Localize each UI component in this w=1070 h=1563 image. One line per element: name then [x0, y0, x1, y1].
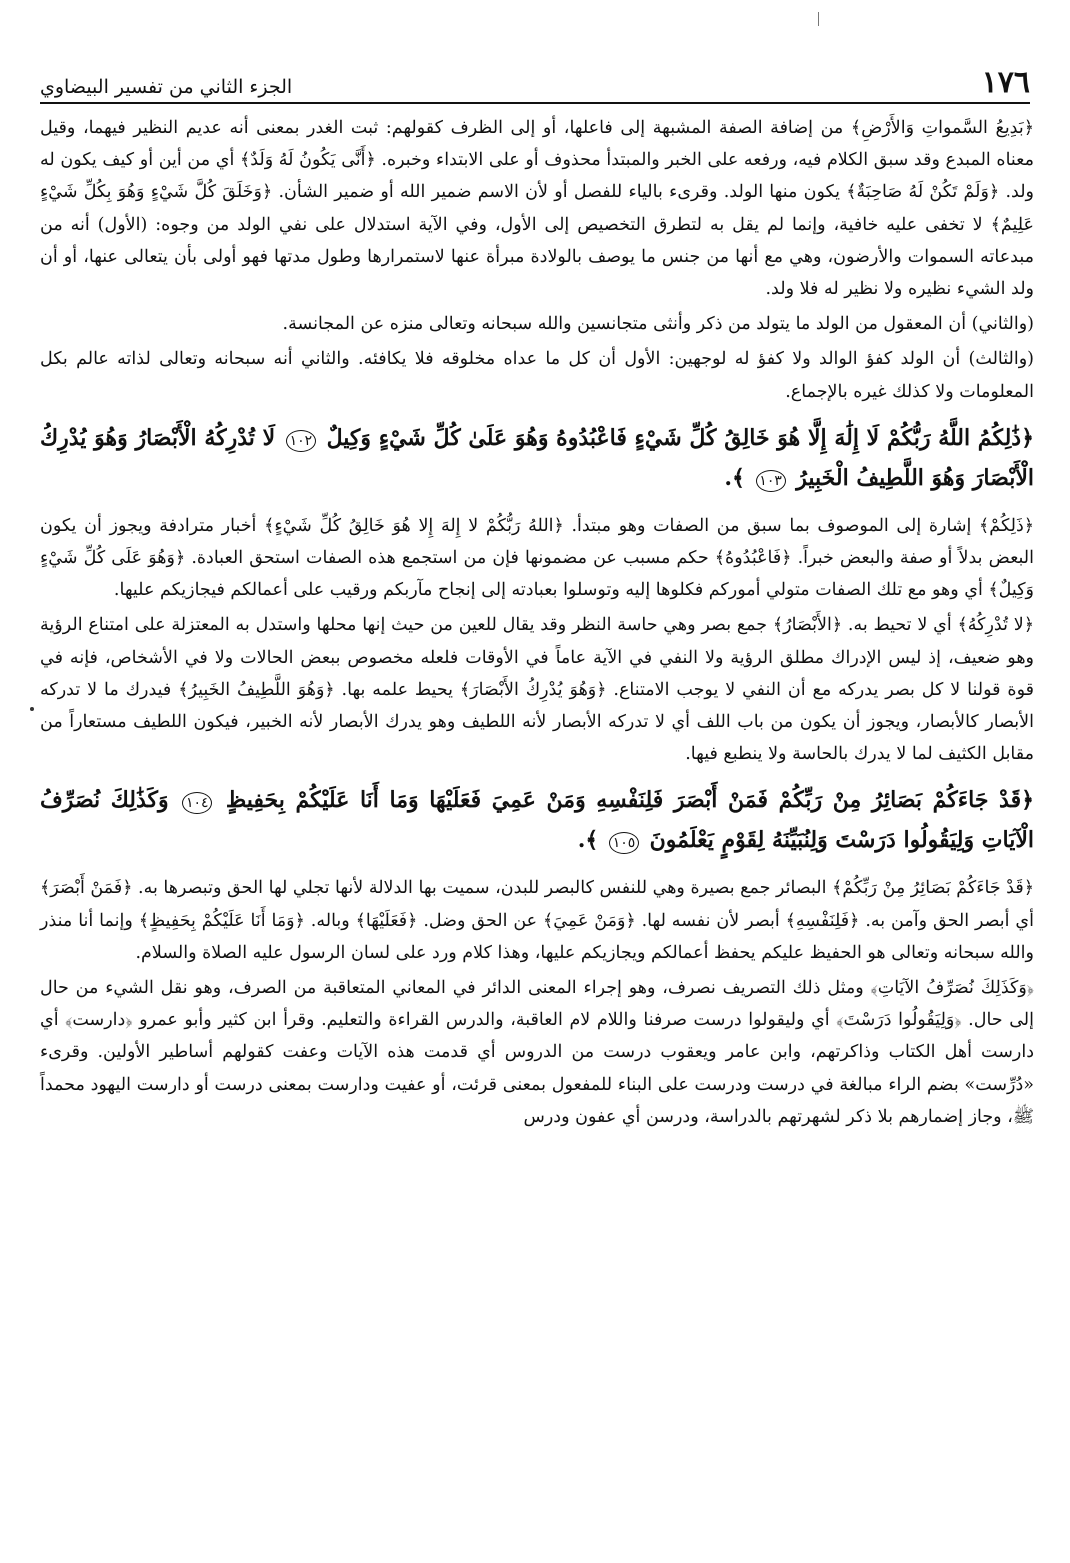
commentary-paragraph: (والثالث) أن الولد كفؤ الوالد ولا كفؤ له لوجهين: الأول أن كل ما عداه مخلوقه فلا يكافئه. والثاني أنه سبحانه وتعالى لذاته عالم بكل المعلومات ولا كذلك غيره بالإجماع. — [40, 349, 1034, 402]
quran-verse-block — [40, 416, 1034, 500]
ayah-number-marker: ١٠٤ — [182, 792, 212, 814]
margin-dot — [30, 707, 34, 711]
commentary-paragraph: ﴿لا تُدْرِكُهُ﴾ أي لا تحيط به. ﴿الأَبْصَارُ﴾ جمع بصر وهي حاسة النظر وقد يقال للعين من حيث إنها محلها واستدل به المعتزلة على امتناع الرؤية وهو ضعيف، إذ ليس الإدراك مطلق الرؤية ولا النفي في الآية عاماً في الأوقات فلعله مخصوص ببعض الحالات ولا في الأشخاص، فإنه في قوة قولنا لا كل بصر يدركه مع أن النفي لا يوجب الامتناع. ﴿وَهُوَ يُدْرِكُ الأَبْصَارَ﴾ يحيط علمه بها. ﴿وَهُوَ اللَّطِيفُ الخَبِيرُ﴾ فيدرك ما لا تدركه الأبصار كالأبصار، ويجوز أن يكون من باب اللف أي لا تدركه الأبصار لأنه اللطيف وهو يدرك الأبصار لأنه الخبير، فيكون اللطيف مستعاراً من مقابل الكثيف لما لا يدرك بالحاسة ولا ينطبع فيها. — [40, 615, 1034, 765]
verse-text: ﴿ذَٰلِكُمُ اللَّهُ رَبُّكُمْ لَا إِلَٰهَ إِلَّا هُوَ خَالِقُ كُلِّ شَيْءٍ فَاعْبُدُوهُ وَهُوَ عَلَىٰ كُلِّ شَيْءٍ وَكِيلٌ — [326, 424, 1034, 451]
commentary-paragraph: ﴿بَدِيعُ السَّمواتِ وَالأَرْضِ﴾ من إضافة الصفة المشبهة إلى فاعلها، أو إلى الظرف كقولهم: ثبت الغدر بمعنى أنه عديم النظير فيهما، وقيل معناه المبدع وقد سبق الكلام فيه، ورفعه على الخبر والمبتدأ محذوف أو على الابتداء وخبره. ﴿أَنَّى يَكُونُ لَهُ وَلَدٌ﴾ أي من أين أو كيف يكون له ولد. ﴿وَلَمْ تَكُنْ لَهُ صَاحِبَةٌ﴾ يكون منها الولد. وقرىء بالياء للفصل أو لأن الاسم ضمير الله أو ضمير الشأن. ﴿وَخَلَقَ كُلَّ شَيْءٍ وَهُوَ بِكُلِّ شَيْءٍ عَلِيمٌ﴾ لا تخفى عليه خافية، وإنما لم يقل به لتطرق التخصيص إلى الأول، وفي الآية استدلال على نفي الولد من وجوه: (الأول) أنه من مبدعاته السموات والأرضون، وهي مع أنها من جنس ما يوصف بالولادة مبرأة عنها لاستمرارها وطول مدتها فهو أولى بأن يتعالى عنها، أو أن ولد الشيء نظيره ولا نظير له فلا ولد. — [40, 118, 1034, 300]
commentary-paragraph: ﴿ذَلِكُمْ﴾ إشارة إلى الموصوف بما سبق من الصفات وهو مبتدأ. ﴿اللهُ رَبُّكُمْ لا إِلهَ إِلا هُوَ خَالِقُ كُلِّ شَيْءٍ﴾ أخبار مترادفة ويجوز أن يكون البعض بدلاً أو صفة والبعض خبراً. ﴿فَاعْبُدُوهُ﴾ حكم مسبب عن مضمونها فإن من استجمع هذه الصفات استحق العبادة. ﴿وَهُوَ عَلَى كُلِّ شَيْءٍ وَكِيلٌ﴾ أي وهو مع تلك الصفات متولي أموركم فكلوها إليه وتوسلوا بعبادته إلى إنجاح مآربكم ورقيب على أعمالكم فيجازيكم عليها. — [40, 515, 1034, 601]
verse-text: لَا تُدْرِكُهُ الْأَبْصَارُ وَهُوَ يُدْرِكُ الْأَبْصَارَ وَهُوَ اللَّطِيفُ الْخَبِيرُ — [40, 424, 1034, 491]
verse-close: ﴾. — [724, 464, 745, 491]
ayah-number-marker: ١٠٢ — [286, 430, 316, 452]
commentary-paragraph: ﴿قَدْ جَاءَكُمْ بَصَائِرُ مِنْ رَبِّكُمْ﴾ البصائر جمع بصيرة وهي للنفس كالبصر للبدن، سميت بها الدلالة لأنها تجلي لها الحق وتبصرها به. ﴿فَمَنْ أَبْصَرَ﴾ أي أبصر الحق وآمن به. ﴿فَلِنَفْسِهِ﴾ أبصر لأن نفسه لها. ﴿وَمَنْ عَمِيَ﴾ عن الحق وضل. ﴿فَعَلَيْهَا﴾ وباله. ﴿وَمَا أَنَا عَلَيْكُمْ بِحَفِيظٍ﴾ وإنما أنا منذر والله سبحانه وتعالى هو الحفيظ عليكم يحفظ أعمالكم ويجازيكم عليها، وهذا كلام ورد على لسان الرسول عليه الصلاة والسلام. — [40, 878, 1034, 963]
verse-close: ﴾. — [577, 827, 599, 854]
quran-verse-block — [40, 778, 1034, 862]
page-number: ١٧٦ — [981, 65, 1030, 100]
verse-text: ﴿قَدْ جَاءَكُمْ بَصَائِرُ مِنْ رَبِّكُمْ فَمَنْ أَبْصَرَ فَلِنَفْسِهِ وَمَنْ عَمِيَ فَعَلَيْهَا وَمَا أَنَا عَلَيْكُمْ بِحَفِيظٍ — [225, 787, 1034, 814]
page-header — [40, 58, 1030, 104]
verse-text: وَكَذَٰلِكَ نُصَرِّفُ الْآيَاتِ وَلِيَقُولُوا دَرَسْتَ وَلِنُبَيِّنَهُ لِقَوْمٍ يَعْلَمُونَ — [40, 787, 1034, 854]
commentary-body — [40, 112, 1034, 1136]
running-title: الجزء الثاني من تفسير البيضاوي — [40, 76, 293, 98]
ayah-number-marker: ١٠٣ — [756, 470, 786, 492]
commentary-paragraph: ﴿وَكَذَلِكَ نُصَرِّفُ الآيَاتِ﴾ ومثل ذلك التصريف نصرف، وهو إجراء المعنى الدائر في المعاني المتعاقبة من الصرف، وهو نقل الشيء من حال إلى حال. ﴿وَلِيَقُولُوا دَرَسْتَ﴾ أي وليقولوا درست صرفنا واللام لام العاقبة، والدرس القراءة والتعليم. وقرأ ابن كثير وأبو عمرو ﴿دارست﴾ أي دارست أهل الكتاب وذاكرتهم، وابن عامر ويعقوب درست من الدروس أي قدمت هذه الآيات وعفت كقولهم أساطير الأولين. وقرىء «دُرِّست» بضم الراء مبالغة في درست ودرست على البناء للمفعول بمعنى قرئت، أو عفيت ودارست بمعنى درست أو دارست اليهود محمداً ﷺ، وجاز إضمارهم بلا ذكر لشهرتهم بالدراسة، ودرسن أي عفون ودرس — [40, 978, 1034, 1127]
scan-mark — [818, 12, 819, 26]
commentary-paragraph: (والثاني) أن المعقول من الولد ما يتولد من ذكر وأنثى متجانسين والله سبحانه وتعالى منزه عن المجانسة. — [282, 314, 1034, 335]
ayah-number-marker: ١٠٥ — [609, 832, 639, 854]
